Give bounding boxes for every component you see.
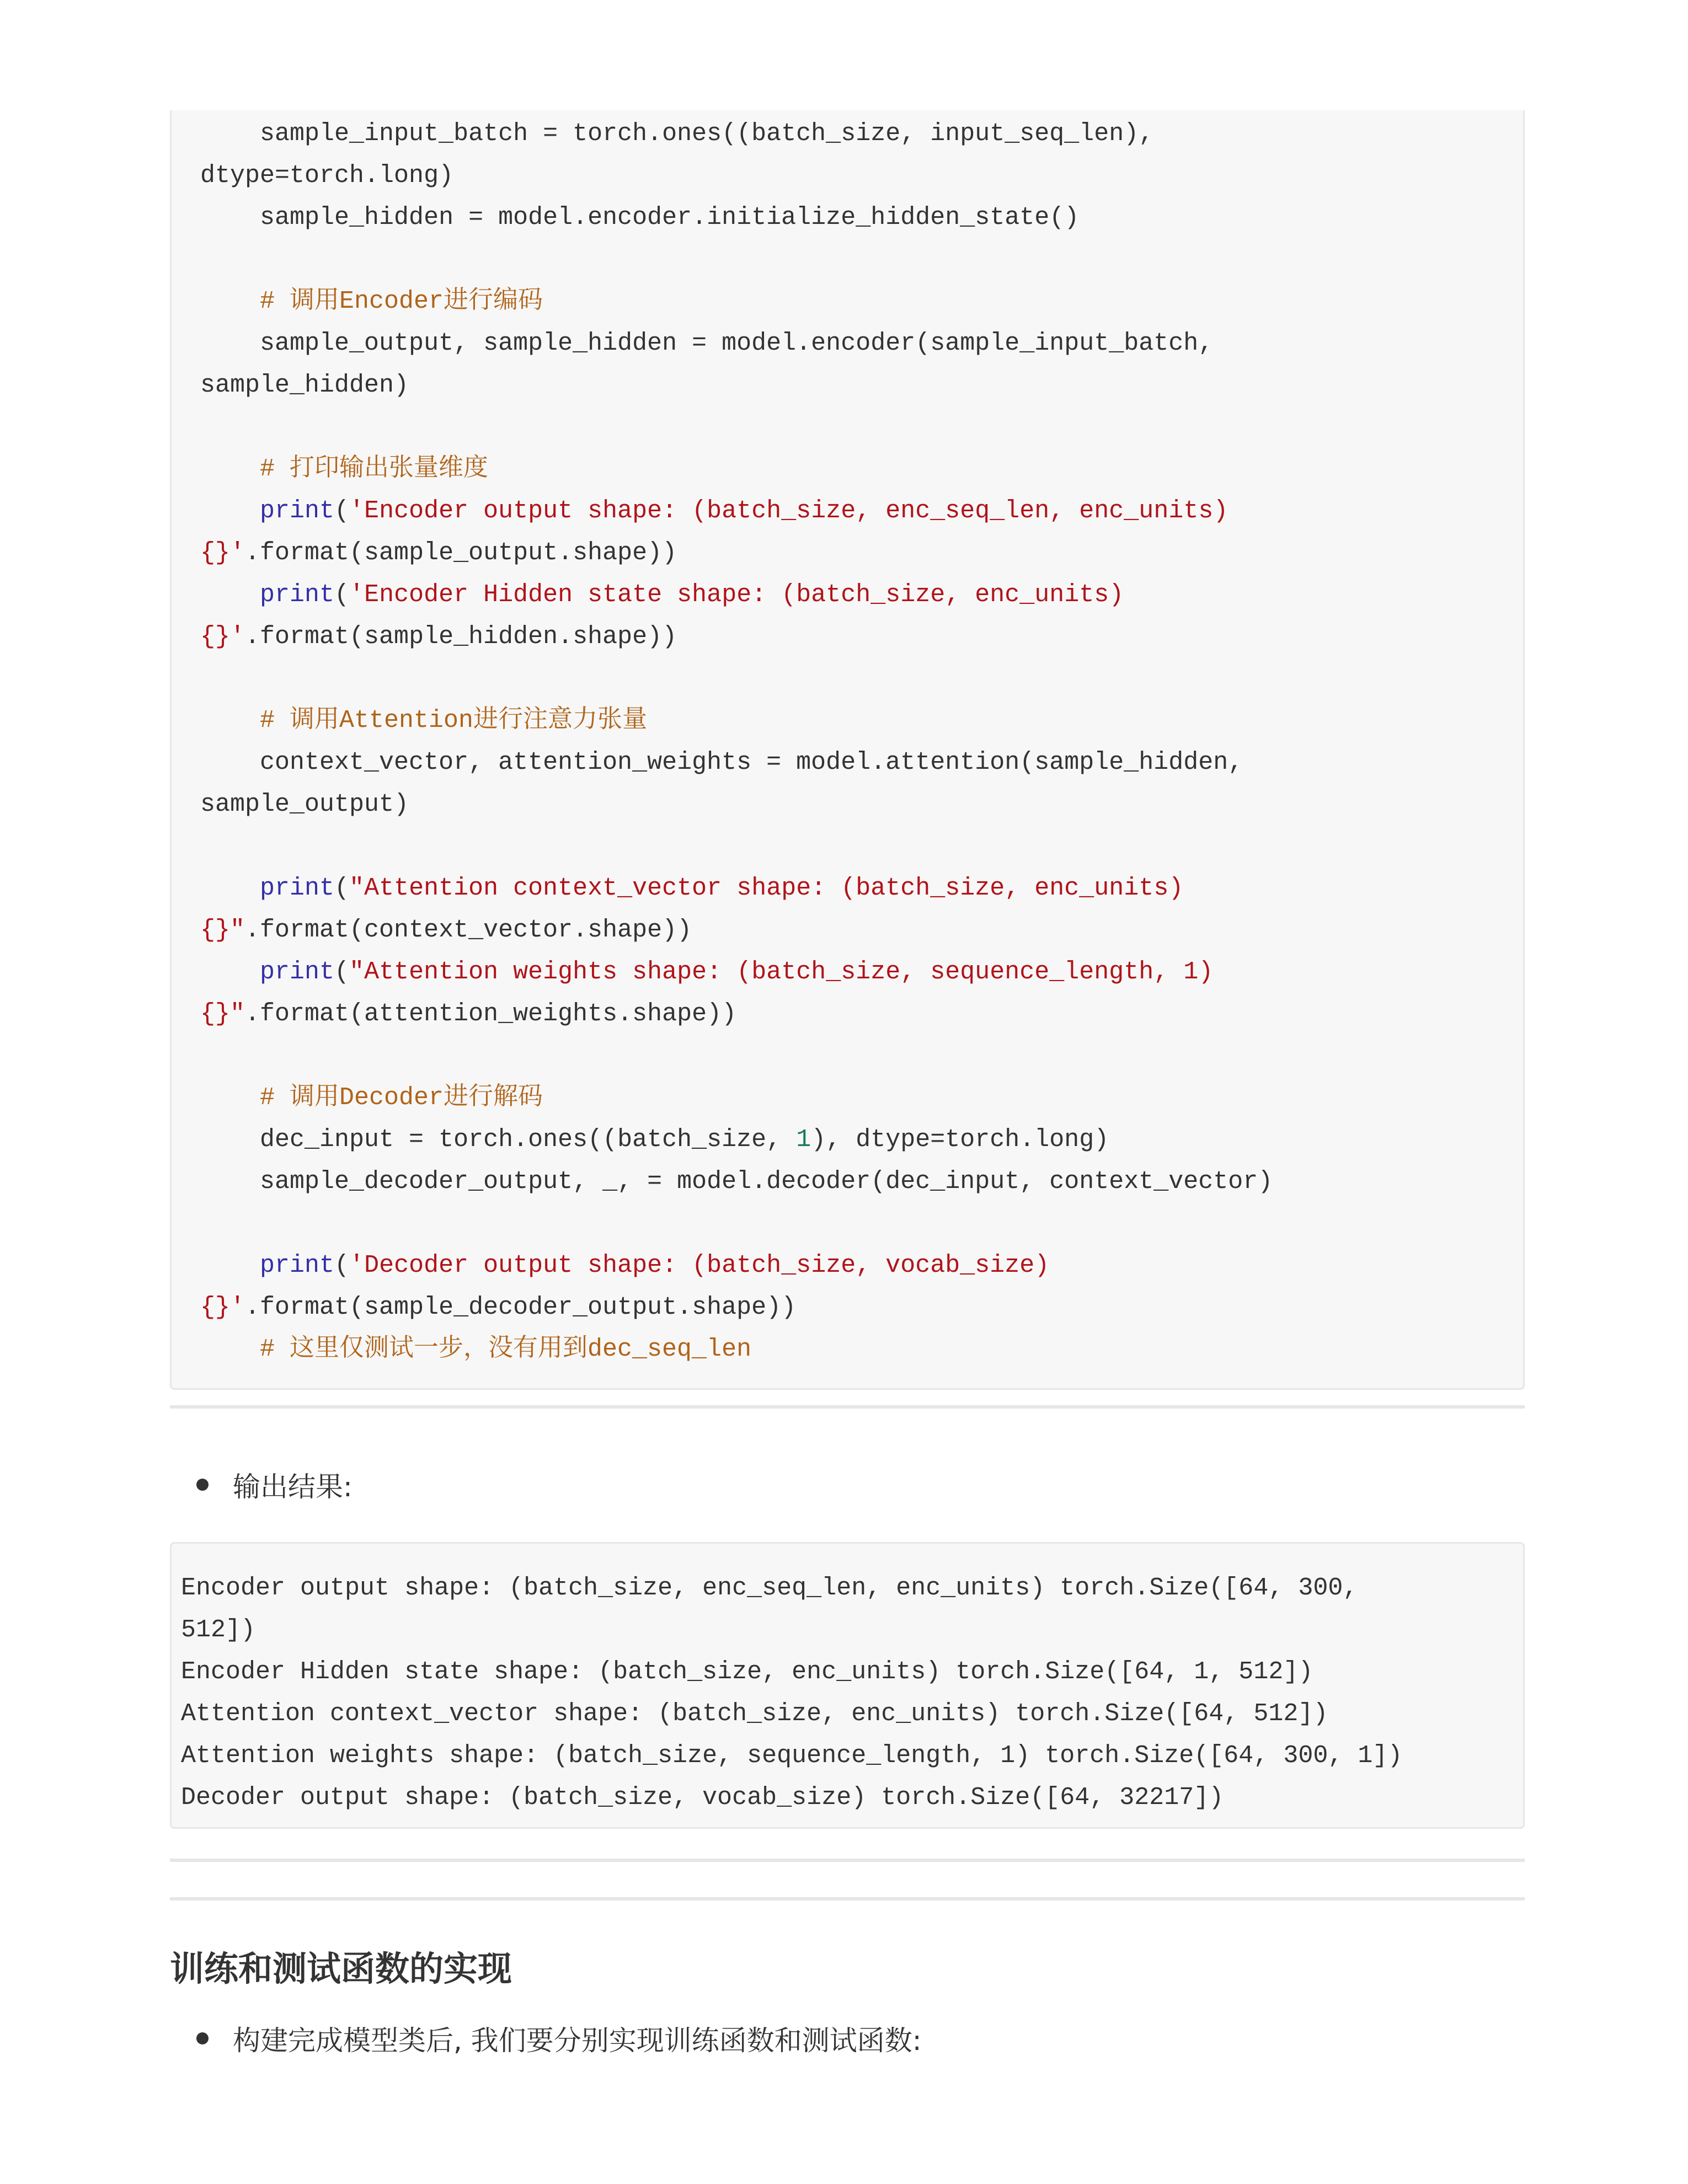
code-line	[200, 1245, 1273, 1287]
code-comment: # 这里仅测试一步，没有用到dec_seq_len	[200, 1335, 752, 1363]
code-string: {}"	[200, 1000, 245, 1028]
code-string: 'Encoder output shape: (batch_size, enc_seq_len, enc_units)	[349, 497, 1228, 525]
code-token: sample_input_batch = torch.ones((batch_size, input_seq_len),	[200, 120, 1154, 148]
code-string: 'Encoder Hidden state shape: (batch_size, enc_units)	[349, 581, 1124, 609]
code-token: Decoder output shape: (batch_size, vocab_size) torch.Size([64, 32217])	[181, 1784, 1224, 1812]
code-keyword: print	[260, 497, 335, 525]
code-line	[200, 616, 1273, 658]
code-token: .format(sample_hidden.shape))	[245, 623, 677, 651]
code-string: {}'	[200, 1293, 245, 1321]
code-line	[200, 993, 1273, 1035]
code-token	[200, 874, 260, 902]
code-keyword: print	[260, 874, 335, 902]
code-string: {}'	[200, 539, 245, 567]
code-keyword: print	[260, 581, 335, 609]
code-line	[200, 1077, 1273, 1119]
code-line	[200, 323, 1273, 365]
code-token: (	[334, 581, 350, 609]
code-string: {}"	[200, 916, 245, 944]
code-line	[200, 868, 1273, 909]
output-line	[181, 1567, 1402, 1609]
code-text	[200, 110, 1273, 1371]
code-line	[200, 1119, 1273, 1161]
code-line	[200, 826, 1273, 868]
code-line	[200, 1287, 1273, 1329]
code-token	[200, 1251, 260, 1280]
code-line	[200, 658, 1273, 700]
code-token: sample_output)	[200, 790, 409, 818]
code-block-model-test	[170, 110, 1525, 1390]
code-line	[200, 951, 1273, 993]
intro-text: 构建完成模型类后, 我们要分别实现训练函数和测试函数:	[233, 2025, 922, 2057]
output-line	[181, 1777, 1402, 1819]
code-token: Attention context_vector shape: (batch_size, enc_units) torch.Size([64, 512])	[181, 1700, 1328, 1728]
code-string: {}'	[200, 623, 245, 651]
code-line	[200, 784, 1273, 826]
code-token: dtype=torch.long)	[200, 162, 454, 190]
code-token: .format(sample_decoder_output.shape))	[245, 1293, 797, 1321]
code-block-output	[170, 1542, 1525, 1829]
code-token: (	[334, 874, 350, 902]
output-line	[181, 1693, 1402, 1735]
code-keyword: print	[260, 958, 335, 986]
code-comment: # 调用Encoder进行编码	[200, 287, 543, 315]
list-item-output-label	[196, 1465, 352, 1505]
code-line	[200, 113, 1273, 155]
code-line	[200, 239, 1273, 281]
code-comment: # 调用Decoder进行解码	[200, 1084, 543, 1112]
code-token: (	[334, 497, 350, 525]
code-line	[200, 909, 1273, 951]
code-token: Attention weights shape: (batch_size, sequence_length, 1) torch.Size([64, 300, 1])	[181, 1742, 1403, 1770]
code-token: sample_hidden)	[200, 371, 409, 399]
divider	[170, 1405, 1525, 1409]
code-token: 512])	[181, 1616, 256, 1644]
code-keyword: print	[260, 1251, 335, 1280]
code-token	[200, 497, 260, 525]
code-token: context_vector, attention_weights = model.attention(sample_hidden,	[200, 748, 1243, 777]
code-line	[200, 532, 1273, 574]
code-line	[200, 574, 1273, 616]
divider	[170, 1859, 1525, 1862]
section-heading: 训练和测试函数的实现	[170, 1949, 512, 1989]
list-item-intro	[196, 2019, 922, 2058]
code-string: "Attention weights shape: (batch_size, sequence_length, 1)	[349, 958, 1214, 986]
code-token	[200, 581, 260, 609]
output-line	[181, 1735, 1402, 1777]
code-string: "Attention context_vector shape: (batch_size, enc_units)	[349, 874, 1184, 902]
divider	[170, 1897, 1525, 1901]
code-line	[200, 448, 1273, 490]
output-line	[181, 1651, 1402, 1693]
code-string: 'Decoder output shape: (batch_size, vocab_size)	[349, 1251, 1050, 1280]
code-token: sample_hidden = model.encoder.initialize_hidden_state()	[200, 204, 1080, 232]
code-comment: # 打印输出张量维度	[200, 455, 489, 483]
code-line	[200, 700, 1273, 742]
code-token: .format(sample_output.shape))	[245, 539, 677, 567]
code-line	[200, 1035, 1273, 1077]
code-token: sample_output, sample_hidden = model.encoder(sample_input_batch,	[200, 329, 1214, 357]
code-token: (	[334, 1251, 350, 1280]
code-line	[200, 406, 1273, 448]
code-line	[200, 197, 1273, 239]
code-token: Encoder Hidden state shape: (batch_size, enc_units) torch.Size([64, 1, 512])	[181, 1658, 1313, 1686]
output-line	[181, 1609, 1402, 1651]
output-label-text: 输出结果:	[233, 1471, 352, 1503]
code-line	[200, 155, 1273, 197]
bullet-icon	[196, 2032, 209, 2044]
bullet-icon	[196, 1479, 209, 1491]
code-token	[200, 958, 260, 986]
code-token: sample_decoder_output, _, = model.decoder(dec_input, context_vector)	[200, 1168, 1273, 1196]
code-token: .format(context_vector.shape))	[245, 916, 692, 944]
code-token: ), dtype=torch.long)	[811, 1126, 1109, 1154]
code-line	[200, 1203, 1273, 1245]
code-token: .format(attention_weights.shape))	[245, 1000, 737, 1028]
code-token: (	[334, 958, 350, 986]
code-number: 1	[796, 1126, 811, 1154]
code-comment: # 调用Attention进行注意力张量	[200, 706, 648, 735]
code-line	[200, 1161, 1273, 1203]
code-line	[200, 742, 1273, 784]
output-text	[181, 1567, 1402, 1819]
code-line	[200, 281, 1273, 323]
code-line	[200, 1329, 1273, 1371]
code-line	[200, 365, 1273, 406]
code-token: Encoder output shape: (batch_size, enc_seq_len, enc_units) torch.Size([64, 300,	[181, 1574, 1358, 1602]
code-token: dec_input = torch.ones((batch_size,	[200, 1126, 797, 1154]
code-line	[200, 490, 1273, 532]
